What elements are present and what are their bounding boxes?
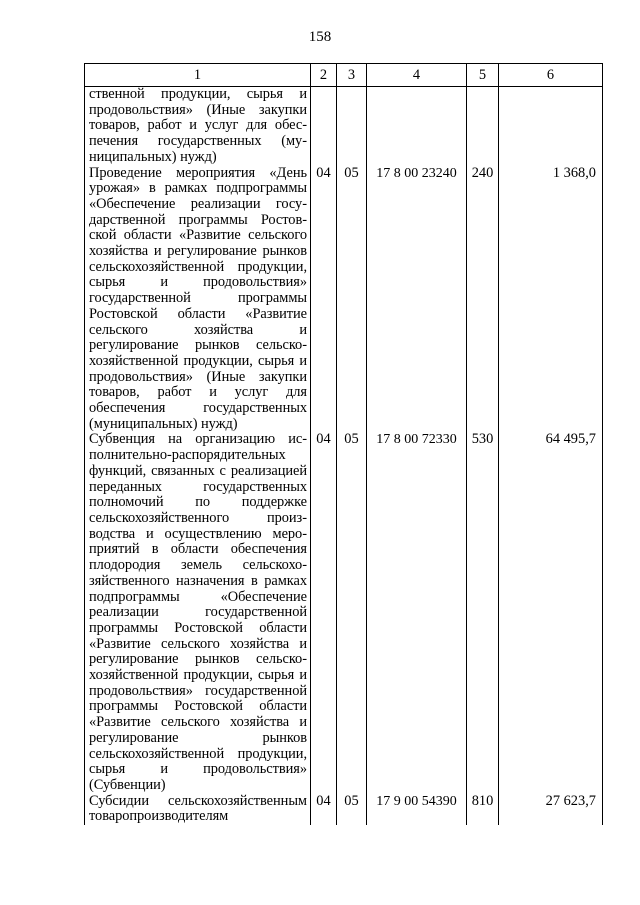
row-amount: 64 495,7	[499, 432, 603, 793]
row-amount: 27 623,7	[499, 794, 603, 825]
row-subsection: 05	[337, 166, 367, 433]
row-description: Проведение мероприятия «День урожая» в рамках подпрограммы «Обеспечение реализации государственной программы Ростовской области «Развитие сельского хозяйства и регулирование рынков сельскохозяйственной продукции, сырья и продовольствия» государственной программы Ростовской области «Развитие сельского хозяйства и регулирование рынков сельскохозяйственной продукции, сырья и продовольствия» (Иные закупки товаров, работ и услуг для обеспечения государственных (муниципальных) нужд)	[85, 166, 311, 433]
header-row	[85, 64, 603, 87]
row-target-article: 17 8 00 23240	[367, 166, 467, 433]
row-expense-type: 530	[467, 432, 499, 793]
table-row	[85, 794, 603, 825]
page-number: 158	[308, 29, 332, 45]
table-row	[85, 87, 603, 166]
column-header-2: 2	[311, 64, 337, 87]
row-section	[311, 87, 337, 166]
row-target-article	[367, 87, 467, 166]
row-subsection: 05	[337, 432, 367, 793]
row-description: Субвенция на организацию исполнительно-распорядительных функций, связанных с реализацией переданных государственных полномочий по поддержке сельскохозяйственного производства и осуществлению мероприятий в области обеспечения плодородия земель сельскохозяйственного назначения в рамках подпрограммы «Обеспечение реализации государственной программы Ростовской области «Развитие сельского хозяйства и регулирование рынков сельскохозяйственной продукции, сырья и продовольствия» государственной программы Ростовской области «Развитие сельского хозяйства и регулирование рынков сельскохозяйственной продукции, сырья и продовольствия» (Субвенции)	[85, 432, 311, 793]
row-target-article: 17 9 00 54390	[367, 794, 467, 825]
row-section: 04	[311, 794, 337, 825]
row-target-article: 17 8 00 72330	[367, 432, 467, 793]
row-subsection	[337, 87, 367, 166]
row-section: 04	[311, 432, 337, 793]
row-section: 04	[311, 166, 337, 433]
row-subsection: 05	[337, 794, 367, 825]
column-header-3: 3	[337, 64, 367, 87]
row-amount: 1 368,0	[499, 166, 603, 433]
row-expense-type: 810	[467, 794, 499, 825]
column-header-4: 4	[367, 64, 467, 87]
row-description: Субсидии сельскохозяйственным товаропроизводителям	[85, 794, 311, 825]
row-expense-type: 240	[467, 166, 499, 433]
row-description: ственной продукции, сырья и продовольствия» (Иные закупки товаров, работ и услуг для обеспечения государственных (муниципальных) нужд)	[85, 87, 311, 166]
table-row	[85, 166, 603, 433]
row-expense-type	[467, 87, 499, 166]
row-amount	[499, 87, 603, 166]
column-header-6: 6	[499, 64, 603, 87]
table-row	[85, 432, 603, 793]
column-header-5: 5	[467, 64, 499, 87]
budget-table	[84, 63, 603, 825]
column-header-1: 1	[85, 64, 311, 87]
